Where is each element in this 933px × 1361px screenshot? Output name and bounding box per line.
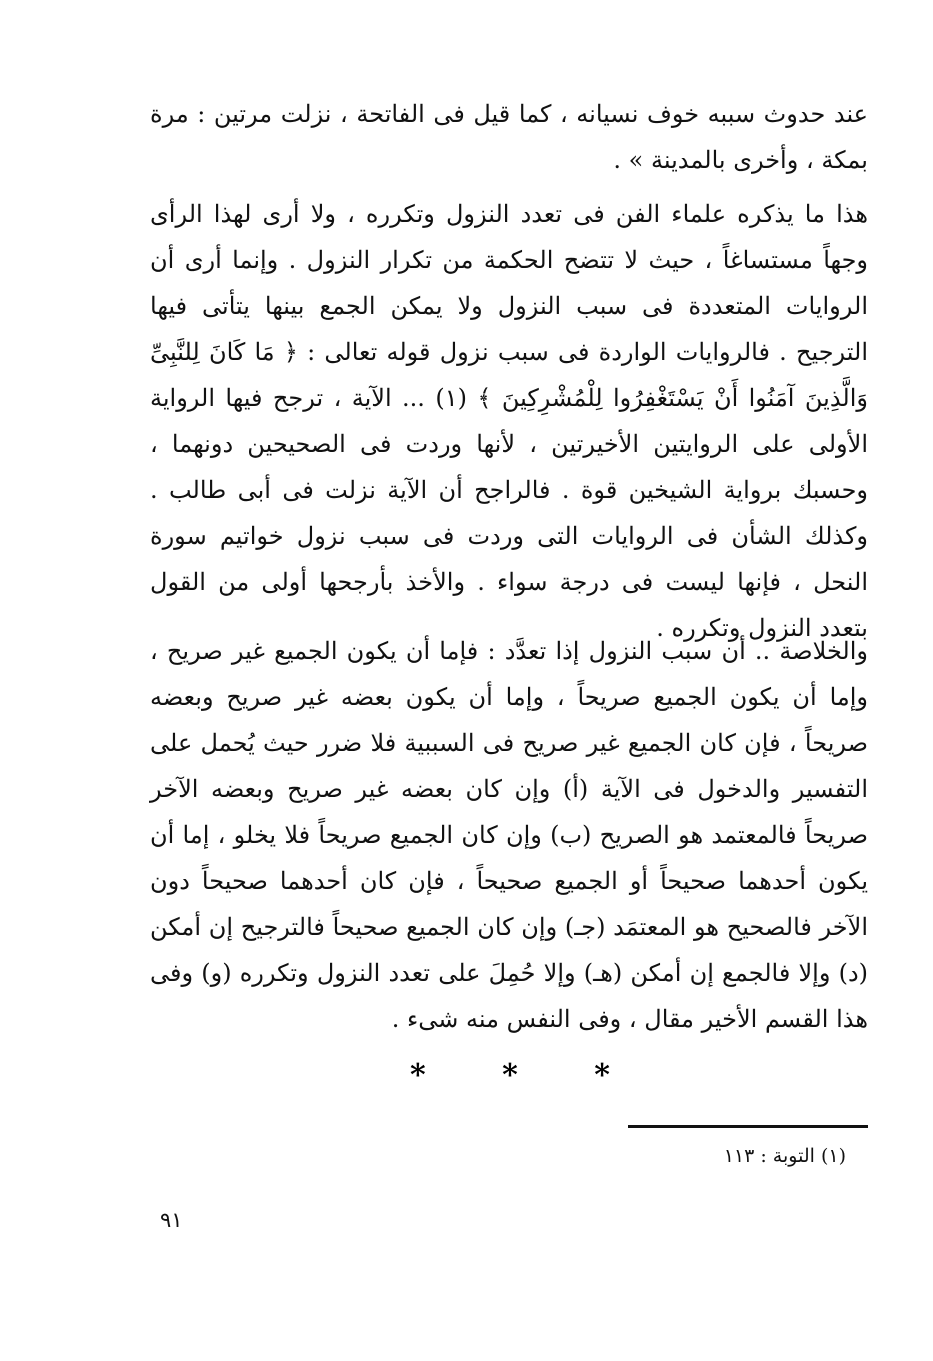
paragraph-2: هذا ما يذكره علماء الفن فى تعدد النزول وتكرره ، ولا أرى لهذا الرأى وجهاً مستساغاً ، حيث لا تتضح الحكمة من تكرار النزول . وإنما أرى أن الروايات المتعددة فى سبب النزول ولا يمكن الجمع بينها يتأتى فيها الترجيح . فالروايات الواردة فى سبب نزول قوله تعالى : ﴿ مَا كَانَ لِلنَّبِىِّ وَالَّذِينَ آمَنُوا أَنْ يَسْتَغْفِرُوا لِلْمُشْرِكِينَ ﴾ (١) ... الآية ، ترجح فيها الرواية الأولى على الروايتين الأخيرتين ، لأنها وردت فى الصحيحين دونهما ، وحسبك برواية الشيخين قوة . فالراجح أن الآية نزلت فى أبى طالب . وكذلك الشأن فى الروايات التى وردت فى سبب نزول خواتيم سورة النحل ، فإنها ليست فى درجة سواء . والأخذ بأرجحها أولى من القول بتعدد النزول وتكرره . [150,200,869,642]
footnote: (١) التوبة : ١١٣ [723,1145,846,1167]
footnote-rule [628,1125,868,1128]
section-separator [410,1058,610,1093]
page-number: ٩١ [160,1208,183,1232]
paragraph-1: عند حدوث سببه خوف نسيانه ، كما قيل فى الفاتحة ، نزلت مرتين : مرة بمكة ، وأخرى بالمدينة » . [150,100,868,174]
separator-star: * [410,1058,426,1093]
separator-star: * [594,1058,610,1093]
separator-star: * [502,1058,518,1093]
paragraph-3: والخلاصة .. أن سبب النزول إذا تعدَّد : فإما أن يكون الجميع غير صريح ، وإما أن يكون الجميع صريحاً ، وإما أن يكون بعضه غير صريح وبعضه صريحاً ، فإن كان الجميع غير صريح فى السببية فلا ضرر حيث يُحمل على التفسير والدخول فى الآية (أ) وإن كان بعضه غير صريح وبعضه الآخر صريحاً فالمعتمد هو الصريح (ب) وإن كان الجميع صريحاً فلا يخلو ، إما أن يكون أحدهما صحيحاً أو الجميع صحيحاً ، فإن كان أحدهما صحيحاً دون الآخر فالصحيح هو المعتمَد (جـ) وإن كان الجميع صحيحاً فالترجيح إن أمكن (د) وإلا فالجمع إن أمكن (هـ) وإلا حُمِلَ على تعدد النزول وتكرره (و) وفى هذا القسم الأخير مقال ، وفى النفس منه شىء . [150,637,869,1033]
